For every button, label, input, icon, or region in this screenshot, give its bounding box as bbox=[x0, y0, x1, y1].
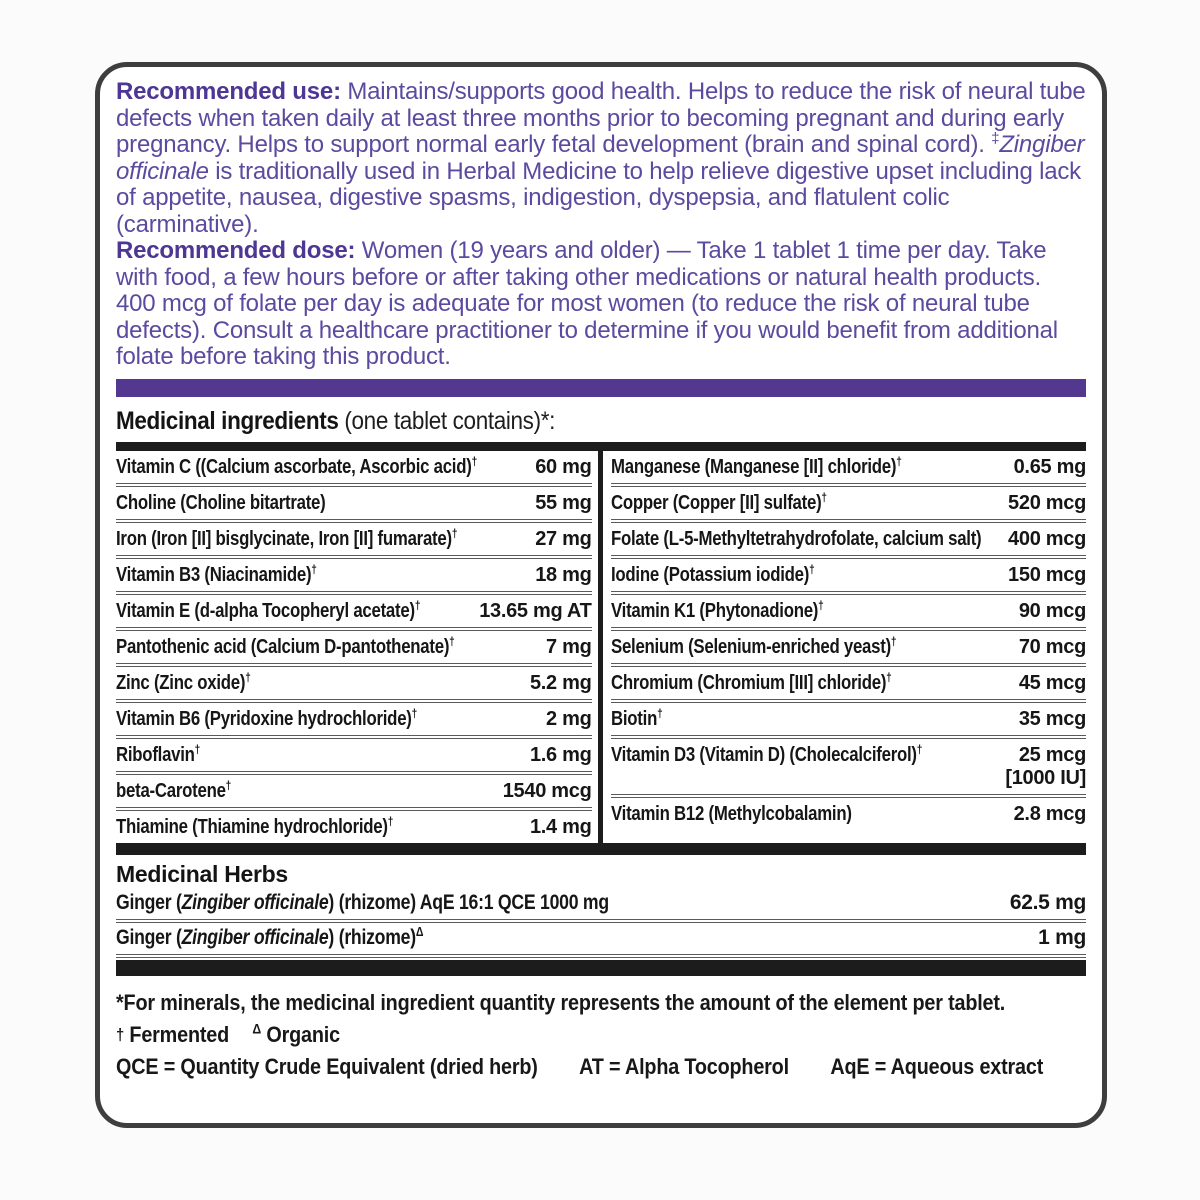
ingredient-name: Selenium (Selenium-enriched yeast) bbox=[610, 635, 891, 658]
abbr-aqe-def: = Aqueous extract bbox=[874, 1053, 1044, 1079]
ingredient-amount: 150 mcg bbox=[1008, 563, 1086, 586]
abbr-at-def: = Alpha Tocopherol bbox=[609, 1053, 789, 1079]
ingredient-name: Thiamine (Thiamine hydrochloride) bbox=[116, 815, 388, 838]
ingredient-row-vitamin-d3 bbox=[611, 739, 1087, 798]
ingredient-amount: 2.8 mcg bbox=[1013, 802, 1086, 825]
herb-latin-name: Zingiber officinale bbox=[181, 890, 329, 914]
ingredient-row bbox=[611, 667, 1087, 703]
ingredient-amount: 25 mcg bbox=[1018, 743, 1086, 766]
ingredient-name: Zinc (Zinc oxide) bbox=[116, 671, 246, 694]
abbr-at: AT bbox=[579, 1053, 610, 1079]
herb-name: Ginger ( bbox=[116, 890, 182, 914]
ingredient-amount: 13.65 mg AT bbox=[479, 599, 592, 622]
ingredient-row bbox=[611, 451, 1087, 487]
ingredient-name: Vitamin B3 (Niacinamide) bbox=[116, 563, 312, 586]
organic-symbol: Δ bbox=[415, 925, 424, 939]
ingredient-amount: 60 mg bbox=[535, 455, 592, 478]
ingredient-row bbox=[611, 703, 1087, 739]
ingredient-name: Vitamin B6 (Pyridoxine hydrochloride) bbox=[116, 707, 412, 730]
ingredient-row bbox=[611, 559, 1087, 595]
ingredient-row bbox=[116, 739, 592, 775]
ingredients-column-left bbox=[116, 451, 598, 843]
ingredients-table bbox=[116, 451, 1086, 843]
ingredient-row bbox=[116, 487, 592, 523]
supplement-facts-label bbox=[95, 62, 1107, 1128]
ingredient-amount: 90 mcg bbox=[1018, 599, 1086, 622]
triangle-icon: Δ bbox=[252, 1021, 262, 1037]
dagger-icon: † bbox=[895, 455, 902, 468]
ingredient-name: Vitamin B12 (Methylcobalamin) bbox=[610, 802, 852, 825]
dagger-icon: † bbox=[449, 635, 455, 648]
ingredient-row bbox=[611, 487, 1087, 523]
ingredient-amount: 520 mcg bbox=[1008, 491, 1086, 514]
herb-name: Ginger ( bbox=[116, 925, 182, 949]
herb-row bbox=[116, 923, 1086, 958]
ingredient-name: Manganese (Manganese [II] chloride) bbox=[610, 455, 896, 478]
dagger-icon: † bbox=[311, 563, 317, 576]
table-top-bar bbox=[116, 442, 1086, 451]
ingredient-amount: 400 mcg bbox=[1008, 527, 1086, 550]
dagger-icon: † bbox=[387, 815, 394, 828]
ingredient-name: Chromium (Chromium [III] chloride) bbox=[610, 671, 886, 694]
medicinal-herbs-heading: Medicinal Herbs bbox=[116, 860, 288, 887]
minerals-footnote: *For minerals, the medicinal ingredient quantity represents the amount of the element per tablet. bbox=[116, 989, 1006, 1015]
abbr-qce: QCE bbox=[116, 1053, 164, 1079]
ingredient-amount: 35 mcg bbox=[1018, 707, 1086, 730]
table-bottom-bar bbox=[116, 843, 1086, 855]
herb-row bbox=[116, 888, 1086, 923]
dagger-icon: † bbox=[656, 707, 662, 720]
ingredient-name: beta-Carotene bbox=[116, 779, 226, 802]
ingredient-row bbox=[611, 798, 1087, 830]
herb-amount: 1 mg bbox=[1038, 925, 1086, 949]
footnotes-section bbox=[116, 990, 1086, 1080]
herbs-bottom-bar bbox=[116, 960, 1086, 976]
dagger-icon: † bbox=[116, 1025, 125, 1044]
abbreviations-footnote bbox=[116, 1054, 1086, 1080]
ingredient-name: Biotin bbox=[610, 707, 657, 730]
ingredient-amount: 1540 mcg bbox=[502, 779, 592, 802]
dagger-icon: † bbox=[916, 743, 922, 756]
herb-name-rest: ) (rhizome) bbox=[328, 925, 416, 949]
ingredient-row bbox=[116, 451, 592, 487]
latin-name-italic: Zingiber officinale bbox=[116, 131, 1085, 185]
ingredients-column-right bbox=[598, 451, 1087, 843]
herb-latin-name: Zingiber officinale bbox=[181, 925, 329, 949]
ingredient-name: Vitamin C ((Calcium ascorbate, Ascorbic acid) bbox=[116, 455, 472, 478]
ingredient-name: Copper (Copper [II] sulfate) bbox=[610, 491, 821, 514]
ingredient-row bbox=[611, 523, 1087, 559]
ingredient-amount: 45 mcg bbox=[1018, 671, 1086, 694]
ingredient-row bbox=[116, 631, 592, 667]
recommended-use-heading: Recommended use: bbox=[116, 78, 341, 105]
ingredient-amount: 18 mg bbox=[535, 563, 592, 586]
dagger-icon: † bbox=[411, 707, 417, 720]
ingredient-name: Vitamin D3 (Vitamin D) (Cholecalciferol) bbox=[610, 743, 917, 766]
dagger-icon: † bbox=[808, 563, 814, 576]
ingredient-name: Vitamin E (d-alpha Tocopheryl acetate) bbox=[116, 599, 415, 622]
recommended-use-text-2: is traditionally used in Herbal Medicine to help relieve digestive upset including lack of appetite, nausea, digestive spasms, indigestion, dyspepsia, and flatulent colic (carminative). bbox=[116, 157, 1081, 238]
purple-divider-bar bbox=[116, 379, 1086, 397]
medicinal-ingredients-heading-bold: Medicinal ingredients bbox=[116, 406, 339, 435]
fermented-label: Fermented bbox=[129, 1021, 230, 1047]
ingredient-amount: 55 mg bbox=[535, 491, 592, 514]
ingredient-name: Riboflavin bbox=[116, 743, 195, 766]
herb-name-rest: ) (rhizome) AqE 16:1 QCE 1000 mg bbox=[328, 890, 609, 914]
dagger-icon: † bbox=[194, 743, 201, 756]
recommended-use-paragraph bbox=[116, 79, 1086, 238]
ingredient-amount: 0.65 mg bbox=[1013, 455, 1086, 478]
ingredient-row bbox=[611, 595, 1087, 631]
abbr-qce-def: = Quantity Crude Equivalent (dried herb) bbox=[163, 1053, 538, 1079]
recommended-dose-text: Women (19 years and older) — Take 1 tablet 1 time per day. Take with food, a few hours before or after taking other medications or natural health products. 400 mcg of folate per day is adequate for most women (to reduce the risk of neural tube defects). Consult a healthcare practitioner to determine if you would benefit from additional folate before taking this product. bbox=[116, 237, 1058, 370]
ingredient-row bbox=[116, 523, 592, 559]
dagger-icon: † bbox=[245, 671, 251, 684]
ingredient-name: Folate (L-5-Methyltetrahydrofolate, calcium salt) bbox=[610, 527, 981, 550]
dagger-icon: † bbox=[817, 599, 824, 612]
ingredient-name: Iron (Iron [II] bisglycinate, Iron [II] fumarate) bbox=[116, 527, 452, 550]
ingredient-row bbox=[116, 667, 592, 703]
dagger-icon: † bbox=[451, 527, 458, 540]
recommended-use-text: Maintains/supports good health. Helps to reduce the risk of neural tube defects when taken daily at least three months prior to becoming pregnant and during early pregnancy. Helps to support normal early fetal development (brain and spinal cord). bbox=[116, 78, 1086, 158]
ingredient-amount: 2 mg bbox=[546, 707, 592, 730]
dagger-icon: † bbox=[414, 599, 421, 612]
herb-amount: 62.5 mg bbox=[1009, 890, 1086, 914]
medicinal-ingredients-heading bbox=[116, 407, 1086, 436]
ingredient-row bbox=[611, 631, 1087, 667]
recommended-dose-paragraph bbox=[116, 238, 1086, 371]
ingredient-name: Choline (Choline bitartrate) bbox=[116, 491, 326, 514]
ingredient-row bbox=[116, 559, 592, 595]
ingredient-row bbox=[116, 703, 592, 739]
recommended-dose-heading: Recommended dose: bbox=[116, 237, 356, 264]
double-dagger-marker: ‡ bbox=[991, 131, 1000, 147]
symbols-footnote bbox=[116, 1022, 1086, 1048]
ingredient-amount: 27 mg bbox=[535, 527, 592, 550]
ingredient-row bbox=[116, 595, 592, 631]
ingredient-amount: 7 mg bbox=[546, 635, 592, 658]
dagger-icon: † bbox=[885, 671, 892, 684]
ingredient-name: Pantothenic acid (Calcium D-pantothenate) bbox=[116, 635, 450, 658]
ingredient-amount: 1.6 mg bbox=[529, 743, 592, 766]
dagger-icon: † bbox=[225, 779, 232, 792]
ingredient-amount: 1.4 mg bbox=[529, 815, 592, 838]
ingredient-row bbox=[116, 811, 592, 843]
ingredient-amount-iu: [1000 IU] bbox=[1005, 766, 1086, 789]
dagger-icon: † bbox=[890, 635, 896, 648]
ingredient-amount: 5.2 mg bbox=[529, 671, 592, 694]
ingredient-row bbox=[116, 775, 592, 811]
dagger-icon: † bbox=[820, 491, 827, 504]
ingredient-name: Iodine (Potassium iodide) bbox=[610, 563, 809, 586]
abbr-aqe: AqE bbox=[830, 1053, 875, 1079]
medicinal-ingredients-heading-rest: (one tablet contains)*: bbox=[338, 406, 555, 435]
dagger-icon: † bbox=[471, 455, 477, 468]
organic-label: Organic bbox=[266, 1021, 340, 1047]
ingredient-amount: 70 mcg bbox=[1018, 635, 1086, 658]
ingredient-name: Vitamin K1 (Phytonadione) bbox=[610, 599, 818, 622]
